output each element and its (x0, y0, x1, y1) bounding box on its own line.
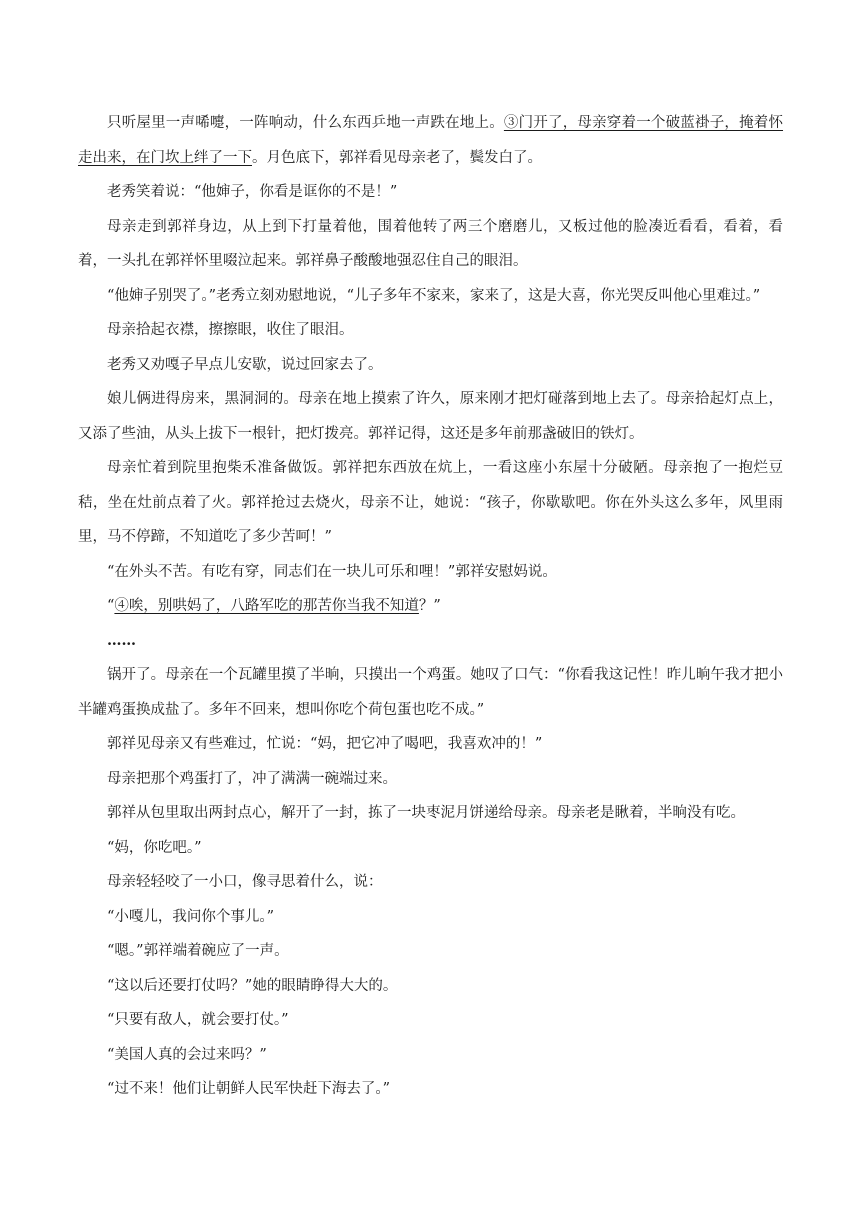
paragraph-text: 娘儿俩进得房来，黑洞洞的。母亲在地上摸索了许久，原来刚才把灯碰落到地上去了。母亲拾起灯点上，又添了些油，从头上拔下一根针，把灯拨亮。郭祥记得，这还是多年前那盏破旧的铁灯。 (78, 391, 783, 442)
paragraph (78, 762, 783, 797)
paragraph (78, 1003, 783, 1038)
paragraph (78, 831, 783, 866)
paragraph-text: …… (107, 631, 136, 649)
paragraph (78, 1038, 783, 1073)
paragraph (78, 382, 783, 451)
paragraph (78, 658, 783, 727)
paragraph-text: 郭祥从包里取出两封点心，解开了一封，拣了一块枣泥月饼递给母亲。母亲老是瞅着，半晌没有吃。 (107, 805, 745, 821)
paragraph (78, 210, 783, 279)
paragraph-text: 。月色底下，郭祥看见母亲老了，鬓发白了。 (252, 149, 542, 166)
paragraph-text: “在外头不苦。有吃有穿，同志们在一块儿可乐和哩！”郭祥安慰妈说。 (107, 563, 557, 580)
paragraph-text: 母亲轻轻咬了一小口，像寻思着什么，说： (107, 874, 383, 890)
paragraph-text: “妈，你吃吧。” (107, 839, 202, 856)
paragraph (78, 934, 783, 969)
paragraph-text: ？” (418, 598, 441, 614)
paragraph-text: 母亲拾起衣襟，擦擦眼，收住了眼泪。 (107, 322, 354, 338)
paragraph (78, 279, 783, 314)
paragraph-text: “这以后还要打仗吗？”她的眼睛睁得大大的。 (107, 977, 398, 994)
paragraph (78, 175, 783, 210)
paragraph-text: 郭祥见母亲又有些难过，忙说：“妈，把它冲了喝吧，我喜欢冲的！” (107, 736, 543, 752)
paragraph-text: 母亲忙着到院里抱柴禾准备做饭。郭祥把东西放在炕上，一看这座小东屋十分破陋。母亲抱了一抱烂豆秸，坐在灶前点着了火。郭祥抢过去烧火，母亲不让，她说：“孩子，你歇歇吧。你在外头这么多年，风里雨里，马不停蹄，不知道吃了多少苦呵！” (78, 460, 783, 545)
paragraph (78, 555, 783, 590)
paragraph (78, 451, 783, 555)
paragraph (78, 865, 783, 900)
paragraph-text: 母亲把那个鸡蛋打了，冲了满满一碗端过来。 (107, 770, 397, 787)
paragraph (78, 900, 783, 935)
paragraph-text: 老秀又劝嘎子早点儿安歇，说过回家去了。 (107, 356, 383, 373)
paragraph (78, 589, 783, 624)
paragraph-text: “美国人真的会过来吗？” (107, 1046, 267, 1063)
paragraph-text: 老秀笑着说：“他婶子，你看是诓你的不是！” (107, 184, 398, 200)
paragraph-text: “ (107, 598, 115, 614)
paragraph (78, 106, 783, 175)
paragraph-text: 母亲走到郭祥身边，从上到下打量着他，围着他转了两三个磨磨儿，又板过他的脸凑近看看，看着，看着，一头扎在郭祥怀里啜泣起来。郭祥鼻子酸酸地强忍住自己的眼泪。 (78, 218, 783, 269)
paragraph-text: “他婶子别哭了。”老秀立刻劝慰地说，“儿子多年不家来，家来了，这是大喜，你光哭反叫他心里难过。” (107, 287, 761, 304)
underlined-sentence: ③门开了，母亲穿着一个破蓝褂子，掩着怀走出来，在门坎上绊了一下 (78, 115, 784, 166)
paragraph (78, 348, 783, 383)
paragraph-text: “过不来！他们让朝鲜人民军快赶下海去了。” (107, 1081, 391, 1097)
paragraph-text: 锅开了。母亲在一个瓦罐里摸了半晌，只摸出一个鸡蛋。她叹了口气：“你看我这记性！昨儿晌午我才把小半罐鸡蛋换成盐了。多年不回来，想叫你吃个荷包蛋也吃不成。” (78, 667, 783, 718)
paragraph-text: 只听屋里一声唏嚏，一阵响动，什么东西乒地一声跌在地上。 (107, 115, 504, 131)
ellipsis-separator (78, 624, 783, 659)
paragraph (78, 313, 783, 348)
paragraph-text: “小嘎儿，我问你个事儿。” (107, 908, 275, 925)
paragraph (78, 1072, 783, 1107)
paragraph (78, 796, 783, 831)
paragraph (78, 727, 783, 762)
paragraph (78, 969, 783, 1004)
paragraph-text: “嗯。”郭祥端着碗应了一声。 (107, 943, 289, 959)
paragraph-text: “只要有敌人，就会要打仗。” (107, 1012, 289, 1028)
underlined-sentence: ④唉，别哄妈了，八路军吃的那苦你当我不知道 (114, 598, 419, 614)
document-body (78, 106, 783, 1107)
